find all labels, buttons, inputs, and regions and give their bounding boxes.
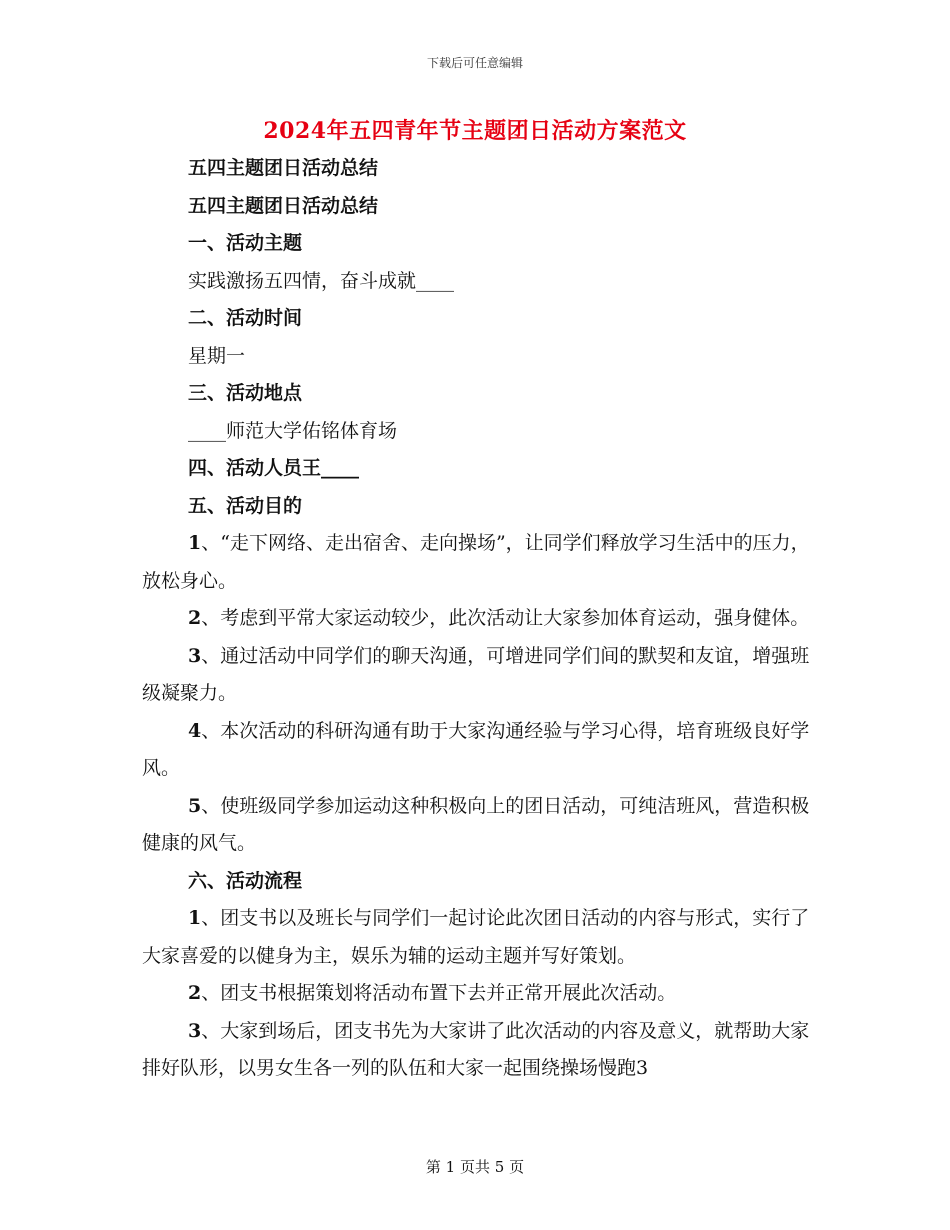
section-heading: 五四主题团日活动总结 xyxy=(188,194,379,217)
paragraph-text: 、通过活动中同学们的聊天沟通，可增进同学们间的默契和友谊，增强班级凝聚力。 xyxy=(142,644,810,704)
paragraph-number: 3 xyxy=(188,1019,202,1042)
paragraph-number: 2 xyxy=(188,982,202,1004)
paragraph-number: 1 xyxy=(188,532,202,554)
section-heading: 三、活动地点 xyxy=(188,382,303,404)
section-heading: 五四主题团日活动总结 xyxy=(188,157,379,179)
section-text: 实践激扬五四情，奋斗成就____ xyxy=(188,269,455,292)
section-heading: 一、活动主题 xyxy=(188,232,303,254)
document-title: 2024年五四青年节主题团日活动方案范文 xyxy=(263,118,687,144)
numbered-paragraph xyxy=(142,975,810,1013)
paragraph-text: 、“走下网络、走出宿舍、走向操场”，让同学们释放学习生活中的压力，放松身心。 xyxy=(142,532,810,592)
section-text: ____师范大学佑铭体育场 xyxy=(188,419,398,442)
section-text: 星期一 xyxy=(188,344,246,367)
numbered-paragraph xyxy=(142,638,810,713)
paragraph-number: 5 xyxy=(188,794,202,817)
paragraph-number: 3 xyxy=(188,644,202,667)
paragraph-text: 、团支书根据策划将活动布置下去并正常开展此次活动。 xyxy=(201,982,677,1004)
section-heading: 五、活动目的 xyxy=(188,494,303,517)
numbered-paragraph xyxy=(142,900,810,975)
paragraph-text: 、使班级同学参加运动这种积极向上的团日活动，可纯洁班风，营造积极健康的风气。 xyxy=(142,794,810,854)
section-heading: 四、活动人员王____ xyxy=(188,457,360,479)
paragraph-number: 4 xyxy=(188,719,202,742)
numbered-paragraph xyxy=(142,788,810,863)
numbered-paragraph xyxy=(142,1013,810,1088)
paragraph-text: 、大家到场后，团支书先为大家讲了此次活动的内容及意义，就帮助大家排好队形，以男女生各一列的队伍和大家一起围绕操场慢跑3 xyxy=(142,1019,810,1079)
section-heading: 六、活动流程 xyxy=(188,869,303,892)
section-heading: 二、活动时间 xyxy=(188,307,303,329)
numbered-paragraph xyxy=(142,713,810,788)
page-footer: 第 1 页共 5 页 xyxy=(425,1158,525,1176)
paragraph-text: 、本次活动的科研沟通有助于大家沟通经验与学习心得，培育班级良好学风。 xyxy=(142,719,810,779)
numbered-paragraph xyxy=(142,525,810,600)
paragraph-text: 、团支书以及班长与同学们一起讨论此次团日活动的内容与形式，实行了大家喜爱的以健身为主，娱乐为辅的运动主题并写好策划。 xyxy=(142,907,810,967)
paragraph-text: 、考虑到平常大家运动较少，此次活动让大家参加体育运动，强身健体。 xyxy=(201,607,810,629)
paragraph-number: 2 xyxy=(188,607,202,629)
numbered-paragraph xyxy=(142,600,810,638)
page-header-note: 下载后可任意编辑 xyxy=(426,56,523,70)
paragraph-number: 1 xyxy=(188,907,202,929)
document-body xyxy=(142,150,810,1088)
